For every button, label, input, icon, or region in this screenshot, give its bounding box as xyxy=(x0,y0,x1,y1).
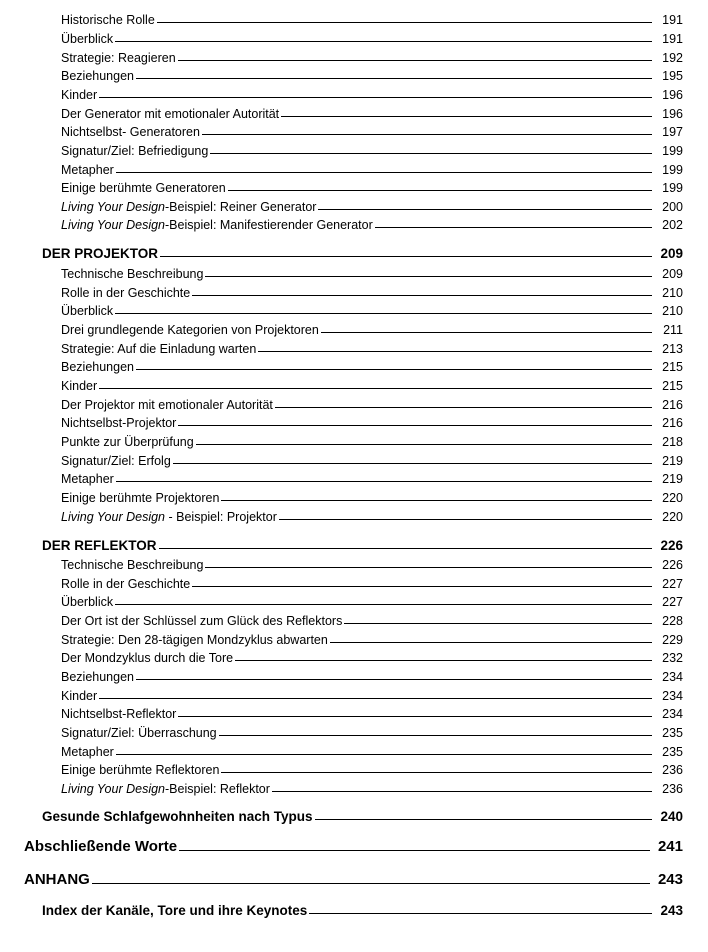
toc-entry-title xyxy=(61,125,200,139)
toc-entry[interactable] xyxy=(61,8,683,27)
toc-entry[interactable] xyxy=(61,213,683,232)
toc-leader-line xyxy=(92,883,650,884)
toc-entry[interactable] xyxy=(61,572,683,591)
toc-page-number: 199 xyxy=(662,181,683,195)
toc-leader-line xyxy=(178,425,652,426)
toc-title-part: Kinder xyxy=(61,88,98,102)
toc-entry-title xyxy=(61,633,328,647)
toc-title-part: Signatur/Ziel: Erfolg xyxy=(61,454,171,468)
toc-leader-line xyxy=(375,227,652,228)
toc-entry-title xyxy=(61,472,114,486)
toc-page-number: 211 xyxy=(663,323,683,337)
toc-entry-title xyxy=(61,267,203,281)
toc-entry[interactable] xyxy=(61,590,683,609)
toc-page-number: 209 xyxy=(662,267,683,281)
toc-page-number: 218 xyxy=(662,435,683,449)
toc-entry[interactable] xyxy=(61,702,683,721)
toc-title-part: Punkte zur Überprüfung xyxy=(61,435,194,449)
toc-entry[interactable] xyxy=(61,158,683,177)
toc-title-part: Der Generator mit emotionaler Autorität xyxy=(61,107,280,121)
toc-leader-line xyxy=(99,388,652,389)
toc-entry-title xyxy=(61,416,176,430)
toc-entry[interactable] xyxy=(61,505,683,524)
toc-page-number: 235 xyxy=(662,745,683,759)
toc-leader-line xyxy=(272,791,652,792)
toc-entry[interactable] xyxy=(61,102,683,121)
toc-page-number: 216 xyxy=(662,398,683,412)
toc-leader-line xyxy=(205,567,652,568)
toc-entry-title xyxy=(61,689,97,703)
toc-heading[interactable] xyxy=(42,897,683,918)
toc-leader-line xyxy=(221,772,652,773)
toc-leader-line xyxy=(116,172,652,173)
toc-title-part: Gesunde Schlafgewohnheiten nach Typus xyxy=(42,809,313,824)
toc-page-number: 199 xyxy=(662,163,683,177)
toc-leader-line xyxy=(99,97,652,98)
toc-leader-line xyxy=(275,407,652,408)
toc-leader-line xyxy=(210,153,652,154)
toc-entry-title xyxy=(61,398,273,412)
toc-leader-line xyxy=(159,548,652,549)
toc-title-part: Living Your Design xyxy=(61,200,166,214)
toc-page-number: 236 xyxy=(662,763,683,777)
toc-page-number: 219 xyxy=(662,454,683,468)
toc-entry-title xyxy=(61,614,342,628)
toc-title-part: Signatur/Ziel: Befriedigung xyxy=(61,144,209,158)
toc-page-number: 234 xyxy=(662,689,683,703)
toc-title-part: -Beispiel: Manifestierender Generator xyxy=(165,218,373,232)
toc-page-number: 209 xyxy=(660,246,683,261)
toc-entry-title xyxy=(61,558,203,572)
toc-title-part: Beziehungen xyxy=(61,69,134,83)
toc-leader-line xyxy=(136,369,652,370)
toc-title-part: Beziehungen xyxy=(61,360,134,374)
toc-entry-title xyxy=(61,323,319,337)
toc-entry[interactable] xyxy=(61,262,683,281)
toc-page-number: 219 xyxy=(662,472,683,486)
toc-title-part: Der Mondzyklus durch die Tore xyxy=(61,651,234,665)
toc-page-number: 228 xyxy=(662,614,683,628)
toc-page-number: 213 xyxy=(662,342,683,356)
toc-leader-line xyxy=(344,623,652,624)
toc-title-part: Strategie: Auf die Einladung warten xyxy=(61,342,257,356)
toc-entry[interactable] xyxy=(61,777,683,796)
toc-entry[interactable] xyxy=(61,374,683,393)
toc-leader-line xyxy=(221,500,652,501)
toc-leader-line xyxy=(202,134,652,135)
toc-entry-title xyxy=(61,491,219,505)
toc-page-number: 195 xyxy=(662,69,683,83)
toc-title-part: Einige berühmte Reflektoren xyxy=(61,763,220,777)
toc-entry-title xyxy=(61,726,217,740)
toc-entry[interactable] xyxy=(61,318,683,337)
toc-title-part: Kinder xyxy=(61,689,98,703)
toc-entry[interactable] xyxy=(61,628,683,647)
toc-title-part: Signatur/Ziel: Überraschung xyxy=(61,726,217,740)
toc-title-part: ANHANG xyxy=(24,871,90,888)
toc-entry[interactable] xyxy=(61,758,683,777)
toc-title-part: Überblick xyxy=(61,304,114,318)
toc-title-part: Einige berühmte Generatoren xyxy=(61,181,226,195)
toc-leader-line xyxy=(192,586,652,587)
toc-entry[interactable] xyxy=(61,27,683,46)
toc-entry[interactable] xyxy=(61,337,683,356)
toc-title-part: Strategie: Den 28-tägigen Mondzyklus abwarten xyxy=(61,633,328,647)
toc-leader-line xyxy=(157,22,652,23)
toc-entry[interactable] xyxy=(61,684,683,703)
toc-page-number: 216 xyxy=(662,416,683,430)
toc-leader-line xyxy=(279,519,652,520)
toc-page-number: 234 xyxy=(662,707,683,721)
toc-entry[interactable] xyxy=(61,83,683,102)
toc-leader-line xyxy=(115,604,652,605)
toc-page-number: 220 xyxy=(662,510,683,524)
toc-leader-line xyxy=(136,679,652,680)
toc-title-part: Überblick xyxy=(61,32,114,46)
toc-leader-line xyxy=(309,913,652,914)
toc-entry-title xyxy=(61,304,113,318)
toc-title-part: Living Your Design xyxy=(61,510,166,524)
toc-title-part: Index der Kanäle, Tore und ihre Keynotes xyxy=(42,903,308,918)
toc-entry[interactable] xyxy=(61,355,683,374)
toc-title-part: - Beispiel: Projektor xyxy=(165,510,277,524)
toc-entry-title xyxy=(61,595,113,609)
toc-entry-title xyxy=(61,435,194,449)
toc-entry-title xyxy=(61,69,134,83)
toc-page-number: 227 xyxy=(662,595,683,609)
toc-page-number: 243 xyxy=(660,903,683,918)
toc-page-number: 227 xyxy=(662,577,683,591)
toc-page-number: 197 xyxy=(662,125,683,139)
toc-title-part: Überblick xyxy=(61,595,114,609)
toc-title-part: Metapher xyxy=(61,163,114,177)
toc-page-number: 236 xyxy=(662,782,683,796)
toc-entry[interactable] xyxy=(61,299,683,318)
toc-leader-line xyxy=(178,60,652,61)
toc-page-number: 241 xyxy=(657,838,683,855)
toc-entry[interactable] xyxy=(61,393,683,412)
toc-entry-title xyxy=(42,903,307,918)
toc-leader-line xyxy=(192,295,652,296)
toc-entry-title xyxy=(61,360,134,374)
toc-entry[interactable] xyxy=(61,553,683,572)
toc-leader-line xyxy=(281,116,652,117)
toc-title-part: Der Projektor mit emotionaler Autorität xyxy=(61,398,273,412)
toc-title-part: Living Your Design xyxy=(61,782,166,796)
toc-page-number: 191 xyxy=(662,32,683,46)
toc-entry-title xyxy=(42,809,313,824)
toc-page-number: 234 xyxy=(662,670,683,684)
toc-title-part: DER REFLEKTOR xyxy=(42,538,157,553)
toc-entry-title xyxy=(61,342,256,356)
toc-entry[interactable] xyxy=(61,467,683,486)
toc-page-number: 210 xyxy=(662,286,683,300)
toc-entry[interactable] xyxy=(61,46,683,65)
toc-page-number: 226 xyxy=(660,538,683,553)
toc-page-number: 220 xyxy=(662,491,683,505)
toc-entry-title xyxy=(61,163,114,177)
toc-entry[interactable] xyxy=(61,176,683,195)
toc-title-part: -Beispiel: Reiner Generator xyxy=(165,200,317,214)
toc-title-part: Metapher xyxy=(61,745,114,759)
toc-entry[interactable] xyxy=(61,740,683,759)
toc-heading[interactable] xyxy=(42,803,683,824)
toc-entry-title xyxy=(61,144,208,158)
toc-entry-title xyxy=(42,246,158,261)
toc-leader-line xyxy=(205,276,652,277)
toc-title-part: Einige berühmte Projektoren xyxy=(61,491,220,505)
toc-entry-title xyxy=(61,707,176,721)
toc-heading[interactable] xyxy=(42,532,683,553)
toc-entry[interactable] xyxy=(61,281,683,300)
toc-leader-line xyxy=(330,642,652,643)
toc-page-number: 202 xyxy=(662,218,683,232)
toc-entry-title xyxy=(42,538,157,553)
toc-entry-title xyxy=(61,107,279,121)
toc-entry-title xyxy=(61,32,113,46)
toc-entry-title xyxy=(61,51,176,65)
toc-heading[interactable] xyxy=(42,240,683,261)
toc-page-number: 235 xyxy=(662,726,683,740)
toc-leader-line xyxy=(116,754,652,755)
toc-page-number: 196 xyxy=(662,107,683,121)
toc-entry-title xyxy=(61,670,134,684)
toc-title-part: Rolle in der Geschichte xyxy=(61,577,191,591)
toc-entry-title xyxy=(61,651,233,665)
toc-leader-line xyxy=(136,78,652,79)
toc-leader-line xyxy=(115,41,652,42)
toc-entry-title xyxy=(61,763,219,777)
toc-title-part: DER PROJEKTOR xyxy=(42,246,159,261)
toc-entry-title xyxy=(61,200,316,214)
toc-entry[interactable] xyxy=(61,486,683,505)
toc-title-part: Abschließende Worte xyxy=(24,838,178,855)
toc-title-part: Der Ort ist der Schlüssel zum Glück des Reflektors xyxy=(61,614,343,628)
toc-page-number: 192 xyxy=(662,51,683,65)
toc-title-part: Historische Rolle xyxy=(61,13,155,27)
toc-title-part: Metapher xyxy=(61,472,114,486)
toc-leader-line xyxy=(160,256,652,257)
toc-title-part: Rolle in der Geschichte xyxy=(61,286,191,300)
toc-title-part: Living Your Design xyxy=(61,218,166,232)
toc-title-part: Technische Beschreibung xyxy=(61,267,204,281)
toc-leader-line xyxy=(173,463,652,464)
toc-entry-title xyxy=(24,871,90,888)
toc-leader-line xyxy=(196,444,652,445)
toc-entry-title xyxy=(61,13,155,27)
toc-entry-title xyxy=(61,88,97,102)
toc-title-part: Kinder xyxy=(61,379,98,393)
toc-entry-title xyxy=(61,510,277,524)
toc-entry[interactable] xyxy=(61,430,683,449)
toc-leader-line xyxy=(258,351,652,352)
toc-page-number: 232 xyxy=(662,651,683,665)
toc-entry[interactable] xyxy=(61,120,683,139)
toc-leader-line xyxy=(318,209,652,210)
toc-leader-line xyxy=(179,850,650,851)
toc-entry-title xyxy=(61,577,190,591)
toc-entry[interactable] xyxy=(61,411,683,430)
toc-entry-title xyxy=(61,286,190,300)
toc-entry[interactable] xyxy=(61,139,683,158)
toc-leader-line xyxy=(219,735,652,736)
toc-entry[interactable] xyxy=(61,609,683,628)
toc-leader-line xyxy=(116,481,652,482)
toc-page-number: 226 xyxy=(662,558,683,572)
toc-page-number: 199 xyxy=(662,144,683,158)
toc-entry-title xyxy=(61,454,171,468)
toc-page-number: 215 xyxy=(662,379,683,393)
toc-entry-title xyxy=(61,782,270,796)
toc-leader-line xyxy=(235,660,652,661)
toc-page-number: 196 xyxy=(662,88,683,102)
toc-title-part: Beziehungen xyxy=(61,670,134,684)
toc-title-part: Nichtselbst-Reflektor xyxy=(61,707,177,721)
toc-title-part: Nichtselbst- Generatoren xyxy=(61,125,200,139)
toc-entry[interactable] xyxy=(61,646,683,665)
toc-leader-line xyxy=(321,332,652,333)
toc-heading[interactable] xyxy=(24,833,683,855)
toc-leader-line xyxy=(115,313,652,314)
toc-entry[interactable] xyxy=(61,665,683,684)
toc-title-part: Strategie: Reagieren xyxy=(61,51,176,65)
toc-entry[interactable] xyxy=(61,195,683,214)
toc-leader-line xyxy=(178,716,652,717)
toc-entry-title xyxy=(61,745,114,759)
toc-title-part: Technische Beschreibung xyxy=(61,558,204,572)
toc-leader-line xyxy=(228,190,652,191)
toc-page-number: 191 xyxy=(662,13,683,27)
toc-entry[interactable] xyxy=(61,64,683,83)
toc-page-number: 240 xyxy=(660,809,683,824)
toc-page-number: 229 xyxy=(662,633,683,647)
toc-leader-line xyxy=(315,819,652,820)
toc-title-part: Nichtselbst-Projektor xyxy=(61,416,177,430)
toc-entry-title xyxy=(61,181,226,195)
toc-heading[interactable] xyxy=(24,866,683,888)
toc-entry-title xyxy=(61,379,97,393)
toc-leader-line xyxy=(99,698,652,699)
toc-title-part: -Beispiel: Reflektor xyxy=(165,782,270,796)
toc-title-part: Drei grundlegende Kategorien von Projektoren xyxy=(61,323,319,337)
toc-entry-title xyxy=(61,218,373,232)
toc-entry-title xyxy=(24,838,177,855)
toc-page-number: 215 xyxy=(662,360,683,374)
toc-entry[interactable] xyxy=(61,449,683,468)
toc-entry[interactable] xyxy=(61,721,683,740)
toc-page-number: 210 xyxy=(662,304,683,318)
toc-page-number: 243 xyxy=(657,871,683,888)
toc-page-number: 200 xyxy=(662,200,683,214)
